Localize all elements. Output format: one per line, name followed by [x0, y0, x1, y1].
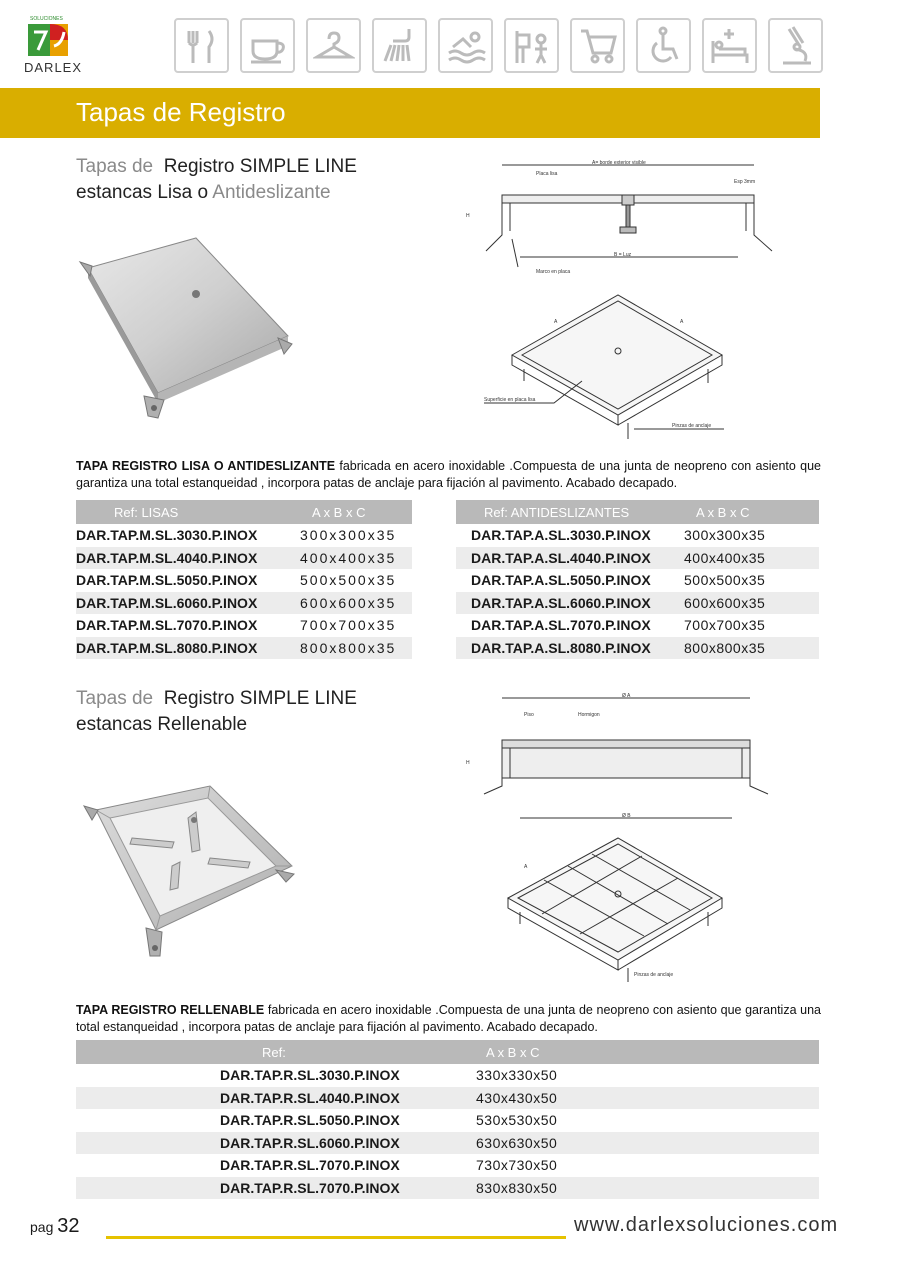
- table-row: [456, 592, 819, 615]
- fillable-lid-photo: [80, 762, 310, 962]
- table-row: [456, 524, 819, 547]
- table-rellenable-header-dim: A x B x C: [486, 1044, 540, 1060]
- table-row: [456, 547, 819, 570]
- pool-icon: [438, 18, 493, 73]
- table-row: [76, 1177, 819, 1200]
- section1-title-light2: Antideslizante: [212, 182, 331, 203]
- table-anti-header-dim: A x B x C: [696, 504, 750, 520]
- shower-icon: [372, 18, 427, 73]
- row-dimensions: 500x500x35: [300, 572, 397, 589]
- flat-lid-photo: [78, 228, 308, 428]
- brand-name: DARLEX: [24, 60, 83, 75]
- row-dimensions: 800x800x35: [684, 639, 766, 656]
- footer-line: [106, 1236, 566, 1239]
- section2-desc-text: fabricada en acero inoxidable .Compuesta de una junta de neopreno con asiento que garantiza una total estanqueidad , incorpora patas de anclaje para fijación al pavimento. Acabado decapado.: [76, 1003, 821, 1034]
- page-label: pag: [30, 1219, 54, 1235]
- row-dimensions: 430x430x50: [476, 1089, 558, 1106]
- row-ref: DAR.TAP.R.SL.6060.P.INOX: [220, 1134, 400, 1151]
- row-ref: DAR.TAP.M.SL.5050.P.INOX: [76, 572, 258, 589]
- row-dimensions: 700x700x35: [300, 617, 397, 634]
- drawing1-label-placa: Placa lisa: [536, 171, 558, 177]
- row-dimensions: 300x300x35: [300, 527, 397, 544]
- table-row: [456, 637, 819, 660]
- row-ref: DAR.TAP.M.SL.6060.P.INOX: [76, 594, 258, 611]
- drawing2-label-piso: Piso: [524, 712, 534, 718]
- hospital-bed-icon: [702, 18, 757, 73]
- table-rellenable: [76, 1040, 819, 1199]
- brand-small-text: SOLUCIONES: [30, 16, 63, 22]
- section1-title-light1: Tapas de: [76, 156, 154, 177]
- section2-title-light1: Tapas de: [76, 688, 154, 709]
- page-title-band: [0, 88, 820, 138]
- hanger-icon: [306, 18, 361, 73]
- table-row: [76, 592, 412, 615]
- table-row: [76, 1064, 819, 1087]
- table-row: [76, 524, 412, 547]
- table-row: [76, 1087, 819, 1110]
- brand-logo: [24, 16, 83, 75]
- row-ref: DAR.TAP.A.SL.8080.P.INOX: [471, 639, 651, 656]
- drawing2-label-b: Ø B: [622, 813, 631, 819]
- row-ref: DAR.TAP.M.SL.4040.P.INOX: [76, 549, 258, 566]
- table-antideslizantes: [456, 500, 819, 659]
- section2-title-dark2: estancas Rellenable: [76, 714, 248, 735]
- drawing2-label-hormigon: Hormigon: [578, 712, 600, 718]
- website-link[interactable]: www.darlexsoluciones.com: [574, 1214, 839, 1236]
- table-lisas-header-dim: A x B x C: [312, 504, 366, 520]
- table-row: [76, 1109, 819, 1132]
- row-ref: DAR.TAP.A.SL.6060.P.INOX: [471, 594, 651, 611]
- drawing2-label-a: Ø A: [622, 693, 631, 699]
- row-dimensions: 400x400x35: [684, 549, 766, 566]
- page-title: Tapas de Registro: [76, 97, 286, 127]
- playground-icon: [504, 18, 559, 73]
- section1-title: [76, 154, 416, 206]
- row-ref: DAR.TAP.A.SL.5050.P.INOX: [471, 572, 651, 589]
- drawing2-label-h: H: [466, 760, 470, 766]
- darlex-logo-icon: [28, 22, 72, 58]
- row-ref: DAR.TAP.A.SL.7070.P.INOX: [471, 617, 651, 634]
- drawing1-label-ab: A= borde exterior visible: [592, 160, 646, 166]
- drawing1-label-pinzas: Pinzas de anclaje: [672, 423, 712, 429]
- row-dimensions: 800x800x35: [300, 639, 397, 656]
- page-number-value: 32: [57, 1215, 80, 1237]
- section2-title: [76, 686, 416, 738]
- fillable-lid-drawing: [462, 690, 792, 990]
- row-ref: DAR.TAP.A.SL.3030.P.INOX: [471, 527, 651, 544]
- restaurant-icon: [174, 18, 229, 73]
- coffee-icon: [240, 18, 295, 73]
- table-lisas: [76, 500, 412, 659]
- table-row: [76, 1154, 819, 1177]
- section1-desc-bold: TAPA REGISTRO LISA O ANTIDESLIZANTE: [76, 459, 336, 473]
- table-rellenable-header: [76, 1040, 819, 1064]
- table-row: [76, 614, 412, 637]
- drawing1-label-a1: A: [554, 319, 558, 325]
- table-row: [76, 637, 412, 660]
- row-dimensions: 600x600x35: [684, 594, 766, 611]
- flat-lid-drawing: [462, 155, 792, 445]
- category-icons: [174, 18, 823, 73]
- row-ref: DAR.TAP.R.SL.7070.P.INOX: [220, 1179, 400, 1196]
- section1-title-dark1: Registro SIMPLE LINE: [163, 156, 357, 177]
- row-dimensions: 600x600x35: [300, 594, 397, 611]
- row-ref: DAR.TAP.M.SL.8080.P.INOX: [76, 639, 258, 656]
- section2-description: [76, 1002, 821, 1036]
- row-ref: DAR.TAP.A.SL.4040.P.INOX: [471, 549, 651, 566]
- drawing2-label-a2: A: [524, 864, 528, 870]
- page-number: [30, 1215, 80, 1238]
- table-row: [76, 569, 412, 592]
- row-dimensions: 300x300x35: [684, 527, 766, 544]
- row-ref: DAR.TAP.R.SL.7070.P.INOX: [220, 1157, 400, 1174]
- table-row: [76, 547, 412, 570]
- row-ref: DAR.TAP.R.SL.5050.P.INOX: [220, 1112, 400, 1129]
- row-ref: DAR.TAP.M.SL.3030.P.INOX: [76, 527, 258, 544]
- cart-icon: [570, 18, 625, 73]
- row-dimensions: 830x830x50: [476, 1179, 558, 1196]
- row-dimensions: 630x630x50: [476, 1134, 558, 1151]
- section1-desc-text: fabricada en acero inoxidable .Compuesta de una junta de neopreno con asiento que garantiza una total estanqueidad , incorpora patas de anclaje para fijación al pavimento. Acabado decapado.: [76, 459, 822, 490]
- microscope-icon: [768, 18, 823, 73]
- table-row: [456, 569, 819, 592]
- section1-title-dark2: estancas Lisa o: [76, 182, 209, 203]
- table-anti-header: [456, 500, 819, 524]
- row-ref: DAR.TAP.R.SL.3030.P.INOX: [220, 1067, 400, 1084]
- section2-title-dark1: Registro SIMPLE LINE: [163, 688, 357, 709]
- table-row: [456, 614, 819, 637]
- row-ref: DAR.TAP.R.SL.4040.P.INOX: [220, 1089, 400, 1106]
- drawing1-label-luz: B = Luz: [614, 252, 632, 258]
- row-dimensions: 330x330x50: [476, 1067, 558, 1084]
- row-dimensions: 700x700x35: [684, 617, 766, 634]
- table-lisas-header-ref: Ref: LISAS: [114, 504, 179, 520]
- drawing2-label-pinzas: Pinzas de anclaje: [634, 972, 674, 978]
- row-dimensions: 730x730x50: [476, 1157, 558, 1174]
- row-ref: DAR.TAP.M.SL.7070.P.INOX: [76, 617, 258, 634]
- drawing1-label-marco: Marco en placa: [536, 269, 571, 275]
- drawing1-label-h: H: [466, 213, 470, 219]
- table-anti-header-ref: Ref: ANTIDESLIZANTES: [484, 504, 630, 520]
- drawing1-label-a2: A: [680, 319, 684, 325]
- section1-description: [76, 458, 821, 492]
- table-row: [76, 1132, 819, 1155]
- wheelchair-icon: [636, 18, 691, 73]
- row-dimensions: 400x400x35: [300, 549, 397, 566]
- drawing1-label-esp: Esp 3mm: [734, 179, 756, 185]
- table-rellenable-header-ref: Ref:: [262, 1044, 286, 1060]
- table-lisas-header: [76, 500, 412, 524]
- row-dimensions: 530x530x50: [476, 1112, 558, 1129]
- row-dimensions: 500x500x35: [684, 572, 766, 589]
- section2-desc-bold: TAPA REGISTRO RELLENABLE: [76, 1003, 265, 1017]
- drawing1-label-sup: Superficie en placa lisa: [484, 397, 536, 403]
